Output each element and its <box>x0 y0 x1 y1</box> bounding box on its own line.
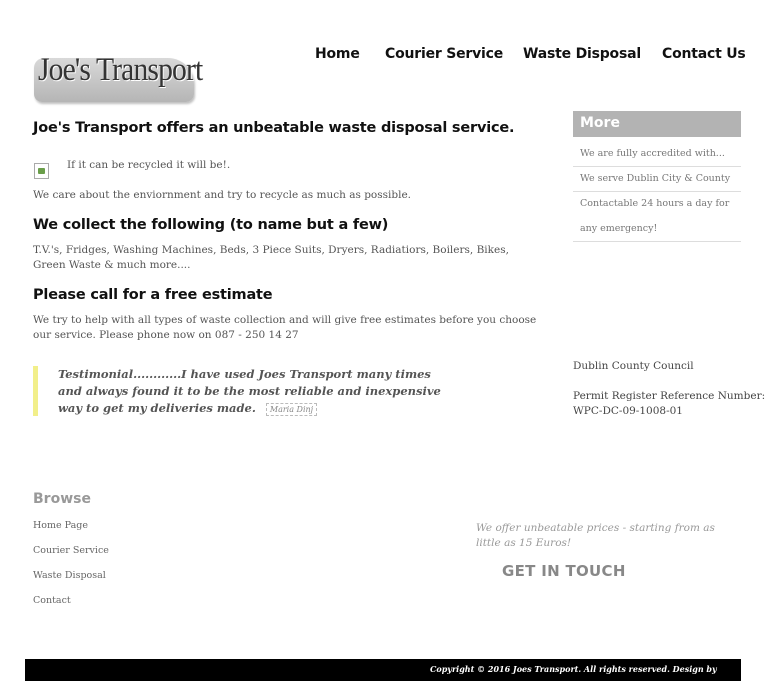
broken-image-icon <box>34 163 49 179</box>
estimate-text: We try to help with all types of waste collection and will give free estimates before you choose our service. Please phone now on 087 - 250 14 27 <box>33 314 537 341</box>
nav-contact-us[interactable]: Contact Us <box>662 46 746 62</box>
recycle-line: If it can be recycled it will be!. <box>67 159 231 171</box>
nav-waste-disposal[interactable]: Waste Disposal <box>523 46 641 62</box>
testimonial-body <box>58 366 458 417</box>
browse-heading: Browse <box>33 491 91 507</box>
nav-home[interactable]: Home <box>315 46 360 62</box>
offer-text: We offer unbeatable prices - starting from as little as 15 Euros! <box>476 522 715 549</box>
council-name: Dublin County Council <box>573 360 694 372</box>
sidebar-item-contactable[interactable]: Contactable 24 hours a day for any emergency! <box>573 191 741 242</box>
testimonial-quote <box>33 366 453 416</box>
permit-number: WPC-DC-09-1008-01 <box>573 405 683 417</box>
permit-label: Permit Register Reference Number: <box>573 390 765 402</box>
nav-courier-service[interactable]: Courier Service <box>385 46 504 62</box>
collect-heading: We collect the following (to name but a few) <box>33 217 389 233</box>
browse-link-waste[interactable]: Waste Disposal <box>33 570 106 581</box>
estimate-heading: Please call for a free estimate <box>33 287 273 303</box>
browse-link-contact[interactable]: Contact <box>33 595 71 606</box>
testimonial-author: Maria Dinj <box>266 403 317 416</box>
environment-text: We care about the enviornment and try to recycle as much as possible. <box>33 189 411 201</box>
footer-bar <box>25 659 741 681</box>
sidebar-more-heading: More <box>573 111 741 137</box>
sidebar-item-serve-dublin[interactable]: We serve Dublin City & County <box>573 166 741 192</box>
main-nav <box>0 46 746 66</box>
browse-link-home[interactable]: Home Page <box>33 520 88 531</box>
get-in-touch-button[interactable]: GET IN TOUCH <box>502 562 626 580</box>
collect-list: T.V.'s, Fridges, Washing Machines, Beds, 3 Piece Suits, Dryers, Radiatiors, Boilers, Bikes, Green Waste & much more.... <box>33 244 509 271</box>
browse-link-courier[interactable]: Courier Service <box>33 545 109 556</box>
testimonial-text: Testimonial............I have used Joes Transport many times and always found it to be the most reliable and inexpensive way to get my deliveries made. <box>58 367 441 415</box>
copyright-text: Copyright © 2016 Joes Transport. All rights reserved. Design by <box>430 664 717 674</box>
logo-text: Joe's Transport <box>38 52 203 88</box>
sidebar-item-accredited[interactable]: We are fully accredited with... <box>573 141 741 167</box>
page-title: Joe's Transport offers an unbeatable waste disposal service. <box>33 120 515 136</box>
